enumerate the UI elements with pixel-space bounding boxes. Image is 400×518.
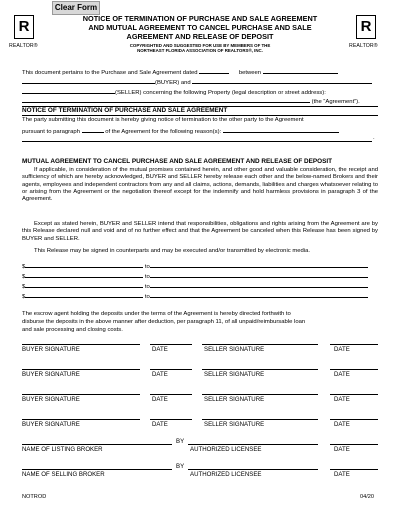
listing-broker-label: NAME OF LISTING BROKER — [22, 446, 103, 453]
buyer-signature-line[interactable] — [22, 369, 140, 370]
paragraph-text: pursuant to paragraph — [22, 129, 80, 135]
mutual-heading: MUTUAL AGREEMENT TO CANCEL PURCHASE AND SALE AGREEMENT AND RELEASE OF DEPOSIT — [22, 158, 333, 165]
amount-field[interactable] — [25, 271, 143, 278]
between-text: between — [238, 70, 262, 76]
notice-line-1: The party submitting this document is hereby giving notice of termination to the other party to the Agreement — [22, 117, 304, 123]
section-divider — [22, 115, 378, 116]
release-paragraph-2: Except as stated herein, BUYER and SELLER intend that responsibilities, obligations and rights arising from the Agreement are by this Release declared null and void and of no further effect and that the Agreement be canceled when this Release has been signed by BUYER and SELLER. — [22, 221, 378, 242]
realtor-logo-letter: R — [360, 18, 372, 35]
realtor-label-right: REALTOR® — [349, 43, 378, 49]
disbursement-row — [22, 281, 368, 291]
date-label: DATE — [152, 421, 168, 428]
form-title-line-3: AGREEMENT AND RELEASE OF DEPOSIT — [126, 32, 274, 41]
buyer-name-field-2[interactable] — [22, 77, 155, 84]
buyer-signature-line[interactable] — [22, 394, 140, 395]
buyer-signature-label: BUYER SIGNATURE — [22, 371, 80, 378]
amount-field[interactable] — [25, 261, 143, 268]
listing-licensee-line[interactable] — [188, 444, 318, 445]
notice-heading: NOTICE OF TERMINATION OF PURCHASE AND SALE AGREEMENT — [22, 107, 228, 114]
selling-date-line[interactable] — [330, 469, 378, 470]
property-description-field[interactable] — [22, 96, 310, 103]
form-title-line-2: AND MUTUAL AGREEMENT TO CANCEL PURCHASE AND SALE — [88, 23, 312, 32]
buyer-signature-label: BUYER SIGNATURE — [22, 346, 80, 353]
seller-signature-label: SELLER SIGNATURE — [204, 421, 265, 428]
to-text: to — [144, 264, 150, 270]
dollar-sign: $ — [22, 294, 26, 300]
seller-date-line[interactable] — [330, 419, 378, 420]
agreement-date-field[interactable] — [199, 67, 229, 74]
escrow-line-1: The escrow agent holding the deposits under the terms of the Agreement is hereby directed forthwith to — [22, 311, 291, 317]
selling-broker-line[interactable] — [22, 469, 172, 470]
date-label: DATE — [334, 471, 350, 478]
seller-signature-line[interactable] — [202, 394, 318, 395]
date-label: DATE — [334, 446, 350, 453]
reason-field-line[interactable] — [22, 141, 372, 142]
selling-licensee-line[interactable] — [188, 469, 318, 470]
date-label: DATE — [334, 396, 350, 403]
seller-signature-line[interactable] — [202, 344, 318, 345]
to-text: to — [144, 274, 150, 280]
disbursement-row — [22, 261, 368, 271]
selling-broker-label: NAME OF SELLING BROKER — [22, 471, 105, 478]
authorized-licensee-label: AUTHORIZED LICENSEE — [190, 471, 262, 478]
date-label: DATE — [334, 346, 350, 353]
buyer-date-line[interactable] — [150, 394, 192, 395]
date-label: DATE — [334, 371, 350, 378]
buyer-name-field[interactable] — [263, 67, 338, 74]
paragraph-number-field[interactable] — [82, 126, 104, 133]
dollar-sign: $ — [22, 264, 26, 270]
payee-field[interactable] — [150, 261, 368, 268]
notice-line-2 — [22, 126, 339, 136]
date-label: DATE — [334, 421, 350, 428]
buyer-date-line[interactable] — [150, 344, 192, 345]
form-revision: 04/20 — [360, 494, 374, 500]
copyright-line-1: COPYRIGHTED AND SUGGESTED FOR USE BY MEMBERS OF THE — [129, 43, 271, 48]
realtor-logo-letter: R — [18, 18, 30, 35]
seller-signature-label: SELLER SIGNATURE — [204, 396, 265, 403]
payee-field[interactable] — [150, 281, 368, 288]
amount-field[interactable] — [25, 291, 143, 298]
counterparts-text: This Release may be signed in counterparts and may be executed and/or transmitted by electronic media. — [34, 248, 311, 254]
seller-signature-label: SELLER SIGNATURE — [204, 346, 265, 353]
to-text: to — [144, 294, 150, 300]
seller-date-line[interactable] — [330, 344, 378, 345]
seller-date-line[interactable] — [330, 369, 378, 370]
disbursement-row — [22, 271, 368, 281]
date-label: DATE — [152, 396, 168, 403]
buyer-signature-line[interactable] — [22, 344, 140, 345]
buyer-signature-label: BUYER SIGNATURE — [22, 421, 80, 428]
escrow-line-2: disburse the deposits in the above manner after deduction, per paragraph 11, of all unpaid/reimbursable loan — [22, 319, 306, 325]
seller-signature-line[interactable] — [202, 419, 318, 420]
reason-period: . — [373, 135, 375, 141]
buyer-and-text: (BUYER) and — [155, 80, 191, 86]
realtor-label-left: REALTOR® — [9, 43, 38, 49]
buyer-date-line[interactable] — [150, 369, 192, 370]
reason-field[interactable] — [223, 126, 339, 133]
buyer-signature-line[interactable] — [22, 419, 140, 420]
dollar-sign: $ — [22, 284, 26, 290]
seller-name-field-2[interactable] — [22, 87, 115, 94]
intro-line-1 — [22, 67, 338, 77]
seller-date-line[interactable] — [330, 394, 378, 395]
dollar-sign: $ — [22, 274, 26, 280]
seller-signature-line[interactable] — [202, 369, 318, 370]
payee-field[interactable] — [150, 271, 368, 278]
form-code: NOTROD — [22, 494, 47, 500]
intro-line-2 — [22, 77, 372, 87]
by-label: BY — [176, 438, 185, 445]
amount-field[interactable] — [25, 281, 143, 288]
seller-signature-label: SELLER SIGNATURE — [204, 371, 265, 378]
disbursement-row — [22, 291, 368, 301]
release-paragraph-1: If applicable, in consideration of the mutual promises contained herein, and other good and valuable consideration, the receipt and sufficiency of which are hereby acknowledged, BUYER and SELLER hereby release each other and the below-named Brokers and their agents, employees and independent contractors from any and all claims, actions, demands, liabilities and charges whatsoever relating to or arising from the Agreement or the negotiation thereof except for the indemnify and hold harmless provisions in paragraph 3 of the Agreement. — [22, 167, 378, 203]
clear-form-button[interactable]: Clear Form — [52, 1, 100, 15]
seller-name-field[interactable] — [192, 77, 372, 84]
intro-text: This document pertains to the Purchase and Sale Agreement dated — [22, 70, 198, 76]
the-agreement-text: (the “Agreement”). — [311, 99, 360, 105]
payee-field[interactable] — [150, 291, 368, 298]
form-title-line-1: NOTICE OF TERMINATION OF PURCHASE AND SALE AGREEMENT — [82, 14, 318, 23]
authorized-licensee-label: AUTHORIZED LICENSEE — [190, 446, 262, 453]
by-label: BY — [176, 463, 185, 470]
escrow-line-3: and sale processing and closing costs. — [22, 327, 123, 333]
buyer-signature-label: BUYER SIGNATURE — [22, 396, 80, 403]
date-label: DATE — [152, 346, 168, 353]
listing-broker-line[interactable] — [22, 444, 172, 445]
buyer-date-line[interactable] — [150, 419, 192, 420]
intro-line-4 — [22, 96, 360, 106]
property-text: (SELLER) concerning the following Property (legal description or street address): — [115, 90, 326, 96]
reason-text: of the Agreement for the following reason(s): — [105, 129, 222, 135]
to-text: to — [144, 284, 150, 290]
date-label: DATE — [152, 371, 168, 378]
listing-date-line[interactable] — [330, 444, 378, 445]
copyright-line-2: NORTHEAST FLORIDA ASSOCIATION OF REALTORS®, INC. — [137, 48, 263, 53]
